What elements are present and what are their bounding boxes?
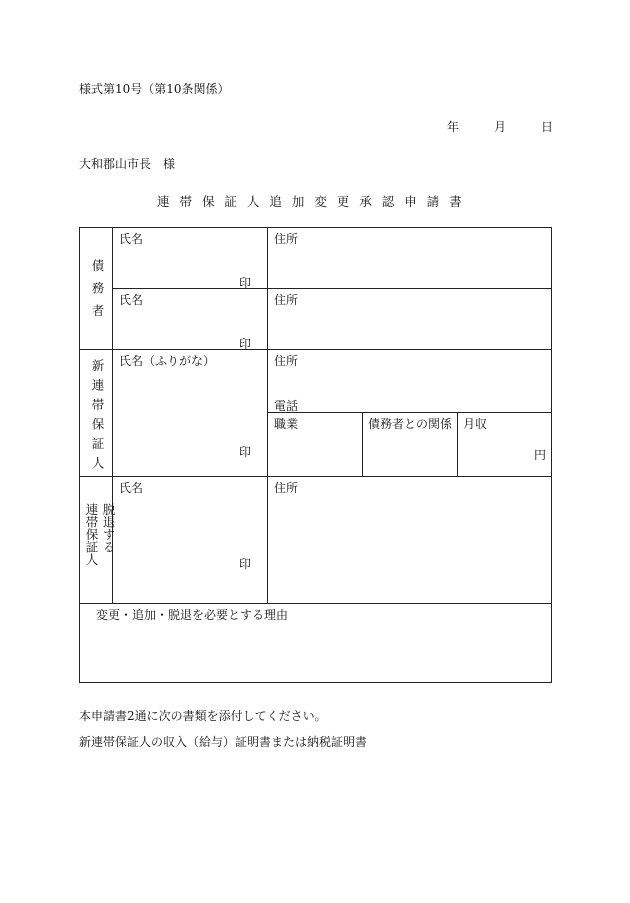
new-guarantor-phone-label: 電話: [274, 399, 299, 413]
addressee: 大和郡山市長 様: [79, 157, 176, 171]
new-guarantor-relation-label: 債務者との関係: [368, 417, 453, 431]
new-guarantor-income-label: 月収: [463, 417, 488, 431]
date-month-label: 月: [494, 120, 507, 134]
debtor-name-label-2: 氏名: [119, 293, 144, 307]
debtor-section-label: 債務者: [90, 259, 105, 327]
document-title: 連 帯 保 証 人 追 加 変 更 承 認 申 請 書: [157, 194, 465, 209]
debtor-address-label-2: 住所: [274, 293, 299, 307]
attachment-document: 新連帯保証人の収入（給与）証明書または納税証明書: [79, 735, 368, 749]
debtor-name-label-1: 氏名: [119, 232, 144, 246]
debtor-seal-2: 印: [239, 337, 252, 351]
new-guarantor-section-label: 新連帯保証人: [90, 359, 105, 476]
new-guarantor-seal: 印: [239, 445, 252, 459]
new-guarantor-yen-unit: 円: [534, 448, 547, 462]
application-form-table: [79, 227, 552, 683]
date-year-label: 年: [447, 120, 460, 134]
leaving-guarantor-name-label: 氏名: [119, 481, 144, 495]
leaving-guarantor-label-leaving: 脱退する: [101, 503, 116, 553]
form-number: 様式第10号（第10条関係）: [79, 82, 230, 96]
date-day-label: 日: [541, 120, 554, 134]
debtor-seal-1: 印: [239, 276, 252, 290]
leaving-guarantor-label-guarantor: 連帯保証人: [84, 503, 99, 566]
leaving-guarantor-seal: 印: [239, 557, 252, 571]
new-guarantor-address-label: 住所: [274, 354, 299, 368]
leaving-guarantor-address-label: 住所: [274, 481, 299, 495]
new-guarantor-occupation-label: 職業: [274, 417, 299, 431]
debtor-address-label-1: 住所: [274, 232, 299, 246]
reason-label: 変更・追加・脱退を必要とする理由: [96, 608, 289, 622]
new-guarantor-name-label: 氏名（ふりがな）: [119, 354, 216, 368]
attachment-note: 本申請書2通に次の書類を添付してください。: [79, 709, 327, 723]
